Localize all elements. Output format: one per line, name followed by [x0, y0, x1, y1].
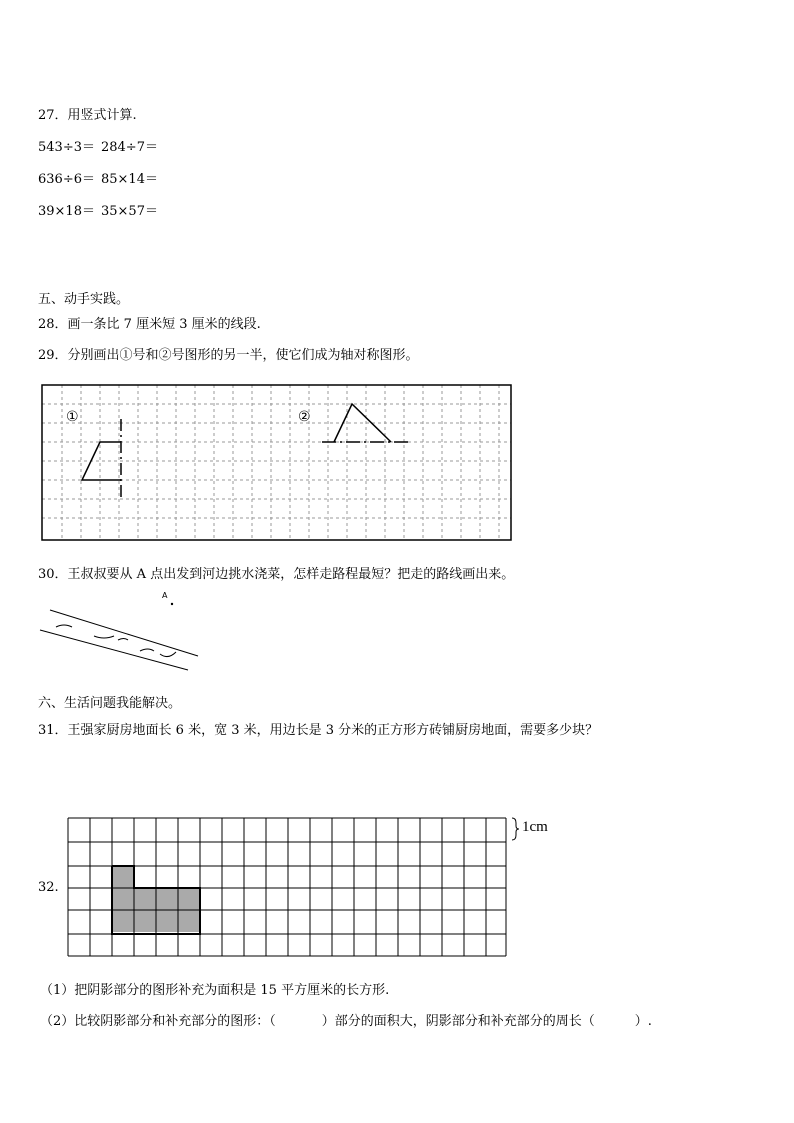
point-a-dot	[171, 603, 173, 605]
q29-title: 29．分别画出①号和②号图形的另一半，使它们成为轴对称图形。	[38, 348, 419, 363]
q29-label-1: ①	[66, 409, 79, 425]
q32-number: 32.	[38, 880, 59, 895]
q29-grid-figure	[40, 383, 514, 543]
q27-row-3	[38, 200, 158, 219]
figure-1-half-trapezoid	[82, 419, 121, 497]
river-water-waves	[56, 625, 176, 657]
expr-85-times-14: 85×14＝	[100, 172, 158, 187]
q31-text: 31．王强家厨房地面长 6 米，宽 3 米，用边长是 3 分米的正方形方砖铺厨房地面，需要多少块？	[38, 723, 599, 738]
expr-284-div-7: 284÷7＝	[100, 140, 158, 155]
q32-part-1: （1）把阴影部分的图形补充为面积是 15 平方厘米的长方形.	[40, 983, 390, 998]
expr-35-times-57: 35×57＝	[100, 204, 158, 219]
point-a-label: A	[162, 591, 168, 600]
expr-39-times-18: 39×18＝	[38, 204, 95, 219]
unit-label: 1cm	[522, 819, 548, 835]
q27-title: 27．用竖式计算.	[38, 108, 137, 123]
q27-row-2	[38, 168, 158, 187]
q27-row-1	[38, 136, 158, 155]
q29-label-2: ②	[298, 409, 311, 425]
q30-river-figure	[36, 588, 206, 672]
unit-brace-icon	[510, 816, 520, 842]
q32-part-2	[40, 1010, 652, 1029]
section-6-heading: 六、生活问题我能解决。	[38, 696, 182, 711]
river-bank-upper	[50, 610, 198, 656]
expr-543-div-3: 543÷3＝	[38, 140, 95, 155]
q29-grid-border	[42, 385, 511, 540]
q32-part-2-text-a: （2）比较阴影部分和补充部分的图形：（	[40, 1014, 276, 1029]
expr-636-div-6: 636÷6＝	[38, 172, 95, 187]
q32-part-2-text-b: ）部分的面积大，阴影部分和补充部分的周长（	[321, 1014, 595, 1029]
q32-part-2-text-c: ）.	[634, 1014, 652, 1029]
q28-text: 28．画一条比 7 厘米短 3 厘米的线段.	[38, 317, 261, 332]
q30-title: 30．王叔叔要从 A 点出发到河边挑水浇菜，怎样走路程最短？把走的路线画出来。	[38, 567, 515, 582]
q32-square-grid	[66, 816, 510, 960]
section-5-heading: 五、动手实践。	[38, 292, 130, 307]
q29-dashed-grid	[42, 385, 511, 540]
